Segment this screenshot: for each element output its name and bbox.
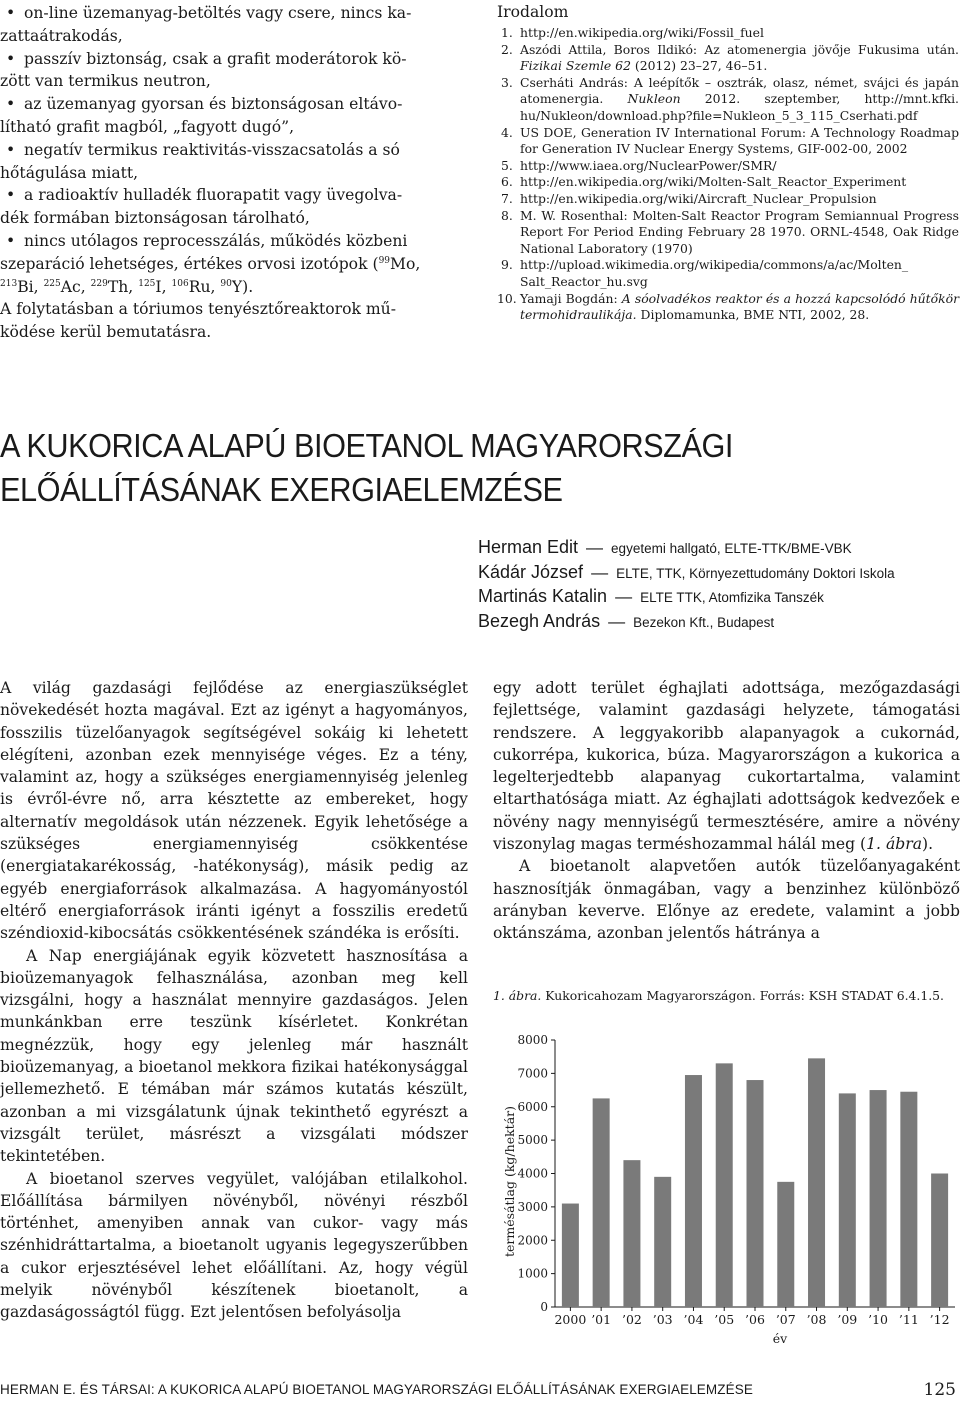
- author-affiliation: egyetemi hallgató, ELTE-TTK/BME-VBK: [611, 541, 852, 556]
- reference-item: 7. http://en.wikipedia.org/wiki/Aircraft_Nuclear_Propulsion: [501, 190, 877, 206]
- bar-2000: [562, 1204, 579, 1307]
- x-tick-label: ’06: [745, 1312, 765, 1327]
- author-name: Herman Edit: [478, 537, 579, 557]
- reference-item: 9. http://upload.wikimedia.org/wikipedia/commons/a/ac/Molten_ Salt_Reactor_hu.svg: [501, 257, 909, 289]
- bar-’01: [593, 1098, 610, 1307]
- reference-item: 8. M. W. Rosenthal: Molten-Salt Reactor Program Semiannual Progress Report For Period Ending February 28 1970. ORNL-4548, Oak Ridge National Laboratory (1970): [501, 207, 959, 256]
- figure-1: [493, 988, 960, 1346]
- previous-article-ending: [0, 2, 468, 344]
- body-column-right: [493, 677, 960, 945]
- x-tick-label: ’12: [929, 1312, 950, 1327]
- references: [497, 2, 959, 324]
- page-number: 125: [923, 1380, 956, 1400]
- y-tick-label: 1000: [517, 1266, 548, 1281]
- y-tick-label: 4000: [517, 1166, 548, 1181]
- reference-item: 1. http://en.wikipedia.org/wiki/Fossil_fuel: [501, 25, 764, 40]
- x-tick-label: ’08: [806, 1312, 827, 1327]
- isotope-line-2: $^{213}$Bi, $^{225}$Ac, $^{229}$Th, $^{125}$I, $^{106}$Ru, $^{90}$Y).: [0, 277, 254, 296]
- x-tick-label: ’04: [683, 1312, 704, 1327]
- yield-bar-chart: [493, 1028, 960, 1358]
- figure-reference: 1. ábra: [866, 835, 923, 854]
- bullet-item: • negatív termikus reaktivitás-visszacsatolás a só hőtágulása miatt,: [0, 139, 468, 185]
- y-tick-label: 5000: [517, 1133, 548, 1148]
- bar-’09: [839, 1093, 856, 1307]
- bar-’08: [808, 1058, 825, 1307]
- author-affiliation: ELTE, TTK, Környezettudomány Doktori Iskola: [616, 565, 895, 581]
- running-title: HERMAN E. ÉS TÁRSAI: A KUKORICA ALAPÚ BIOETANOL MAGYARORSZÁGI ELŐÁLLÍTÁSÁNAK EXERGIAELEMZÉSE: [0, 1382, 753, 1397]
- closing-sentence: A folytatásban a tóriumos tenyésztőreaktorok mű- ködése kerül bemutatásra.: [0, 300, 396, 342]
- body-column-left: [0, 677, 468, 1324]
- bullet-item: • passzív biztonság, csak a grafit moderátorok kö- zött van termikus neutron,: [0, 48, 468, 94]
- bar-’12: [931, 1174, 948, 1308]
- bar-’02: [623, 1160, 640, 1307]
- author-affiliation: Bezekon Kft., Budapest: [633, 614, 775, 630]
- bullet-item: • a radioaktív hulladék fluorapatit vagy üvegolva- dék formában biztonságosan tárolható,: [0, 184, 468, 230]
- reference-item: 6. http://en.wikipedia.org/wiki/Molten-Salt_Reactor_Experiment: [501, 174, 907, 190]
- bullet-item: • on-line üzemanyag-betöltés vagy csere, nincs ka- zattaátrakodás,: [0, 2, 468, 48]
- x-tick-label: ’07: [775, 1312, 796, 1327]
- y-tick-label: 2000: [517, 1233, 548, 1248]
- y-tick-label: 8000: [517, 1033, 548, 1047]
- title-line: ELŐÁLLÍTÁSÁNAK EXERGIAELEMZÉSE: [0, 471, 563, 508]
- author-entry: Kádár József — ELTE, TTK, Környezettudomány Doktori Iskola: [478, 561, 895, 582]
- author-name: Martinás Katalin: [478, 586, 608, 606]
- author-entry: Martinás Katalin — ELTE TTK, Atomfizika Tanszék: [478, 586, 824, 606]
- bullet-item: • nincs utólagos reprocesszálás, működés közbeni szeparáció lehetséges, értékes orvosi izotópok ($^{99}$Mo, $^{213}$Bi, $^{225}$Ac, $^{229}$Th, $^{125}$I, $^{106}$Ru, $^{90}$Y).: [0, 230, 468, 298]
- reference-item: 4. US DOE, Generation IV International Forum: A Technology Roadmap for Generation IV Nuclear Energy Systems, GIF-002-00, 2002: [501, 124, 959, 157]
- y-axis-label: termésátlag (kg/hektár): [502, 1106, 517, 1257]
- bullet-item: • az üzemanyag gyorsan és biztonságosan eltávo- lítható grafit magból, „fagyott dugó”,: [0, 93, 468, 139]
- x-tick-label: ’10: [868, 1312, 889, 1327]
- article-title: [0, 424, 960, 512]
- x-tick-label: ’03: [652, 1312, 673, 1327]
- x-tick-label: ’11: [898, 1312, 919, 1327]
- bar-’05: [716, 1063, 733, 1307]
- reference-item: 10. Yamaji Bogdán: A sóolvadékos reaktor és a hozzá kapcsolódó hűtőkör termohidraulikája. Diplomamunka, BME NTI, 2002, 28.: [497, 290, 959, 323]
- x-tick-label: 2000: [554, 1312, 587, 1327]
- y-tick-label: 0: [540, 1300, 548, 1314]
- reference-item: 2. Aszódi Attila, Boros Ildikó: Az atomenergia jövője Fukusima után. Fizikai Szemle 62 (2012) 23–27, 46–51.: [501, 41, 959, 74]
- figure-caption: 1. ábra. Kukoricahozam Magyarországon. Forrás: KSH STADAT 6.4.1.5.: [493, 988, 944, 1003]
- bar-’10: [870, 1090, 887, 1307]
- bar-’11: [900, 1092, 917, 1307]
- bar-’04: [685, 1075, 702, 1307]
- y-tick-label: 3000: [517, 1199, 548, 1214]
- page-footer: [0, 1380, 960, 1400]
- x-tick-label: ’01: [591, 1312, 612, 1327]
- x-tick-label: ’05: [714, 1312, 735, 1327]
- x-tick-label: ’09: [837, 1312, 858, 1327]
- author-affiliation: ELTE TTK, Atomfizika Tanszék: [640, 590, 824, 605]
- x-axis-label: év: [772, 1331, 788, 1346]
- x-tick-label: ’02: [621, 1312, 642, 1327]
- reference-item: 3. Cserháti András: A leépítők – osztrák, olasz, német, svájci és japán atomenergia. Nukleon 2012. szeptember, http://mnt.kfki. hu/Nukleon/download.php?file=Nukleon_5_3_115_Cserhati.pdf: [501, 74, 960, 123]
- body-paragraph: egy adott terület éghajlati adottsága, mezőgazdasági fejlettsége, valamint gazdasági helyzete, támogatási rendszere. A leggyakoribb alapanyagok a cukornád, cukorrépa, kukorica, búza. Magyarországon a kukorica a legelterjedtebb alapanyag cukortartalma, valamint eltarthatósága miatt. Az éghajlati adottságok kedvezőek e növény nagy mennyiségű termesztésére, amire a növény viszonylag magas terméshozammal hálál meg (1. ábra).: [493, 679, 960, 854]
- bar-’03: [654, 1177, 671, 1307]
- isotope-line: szeparáció lehetséges, értékes orvosi izotópok ($^{99}$Mo,: [0, 254, 421, 273]
- body-paragraph: A világ gazdasági fejlődése az energiaszükséglet növekedését hozta magával. Ezt az igényt a hagyományos, fosszilis tüzelőanyagok segítségével sokáig ki lehetett elégíteni, azonban ezek mennyisége véges. Ez a tény, valamint az, hogy a szükséges energiamennyiség jelenleg is évről-évre nő, arra késztette az embereket, hogy alternatív megoldások után nézzenek. Egyik lehetősége a szükséges energiamennyiség csökkentése (energiatakarékosság, -hatékonyság), másik pedig az egyéb energiaforrások alkalmazása. A hagyományostól eltérő energiaforrások iránti igényt a fosszilis eredetű széndioxid-kibocsátás csökkentésének szándéka is erősíti.: [0, 679, 468, 943]
- y-tick-label: 7000: [517, 1066, 548, 1081]
- author-name: Bezegh András: [478, 610, 601, 631]
- author-name: Kádár József: [478, 561, 584, 582]
- y-tick-label: 6000: [517, 1099, 548, 1114]
- reference-item: 5. http://www.iaea.org/NuclearPower/SMR/: [501, 157, 777, 173]
- author-list: [478, 535, 960, 633]
- title-line: A KUKORICA ALAPÚ BIOETANOL MAGYARORSZÁGI: [0, 427, 733, 464]
- bar-’07: [777, 1182, 794, 1307]
- author-entry: Bezegh András — Bezekon Kft., Budapest: [478, 610, 775, 631]
- bar-’06: [747, 1080, 764, 1307]
- references-heading: Irodalom: [497, 3, 569, 21]
- body-paragraph: A bioetanolt alapvetően autók tüzelőanyagaként hasznosítják önmagában, vagy a benzinhez különböző arányban keverve. Előnye az eredete, valamint a jobb oktánszáma, azonban jelentős hátránya a: [493, 857, 960, 943]
- body-paragraph: A bioetanol szerves vegyület, valójában etilalkohol. Előállítása bármilyen növényből, növényi részből történhet, amenyiben annak van cukor- vagy más szénhidráttartalma, a bioetanolt ugyanis legegyszerűbben a cukor erjesztésével lehet előállítani. Az, hogy végül melyik növényből készítenek bioetanolt, a gazdaságosságtól függ. Ezt jelentősen befolyásolja: [0, 1169, 468, 1322]
- author-entry: Herman Edit — egyetemi hallgató, ELTE-TTK/BME-VBK: [478, 537, 852, 557]
- body-paragraph: A Nap energiájának egyik közvetett hasznosítása a bioüzemanyagok felhasználása, azonban meg kell vizsgálni, hogy a használat mennyire gazdaságos. Jelen munkánkban erre teszünk kísérletet. Konkrétan megnézzük, hogy egy jelenleg már használt bioüzemanyag, a bioetanol mekkora fizikai hatékonysággal jellemezhető. E témában már számos kutatás készült, azonban a mi vizsgálatunk újnak tekinthető egyrészt a vizsgált terület, másrészt a vizsgálati módszer tekintetében.: [0, 946, 468, 1166]
